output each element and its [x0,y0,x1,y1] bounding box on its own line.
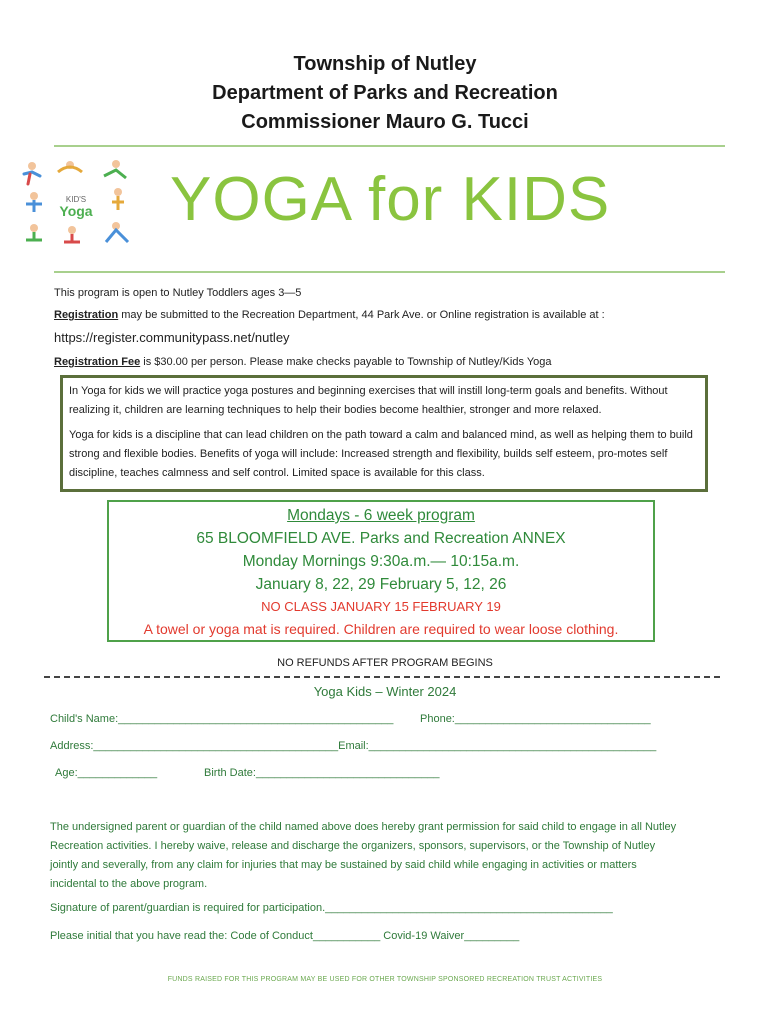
waiver-text: The undersigned parent or guardian of the child named above does hereby grant permission for said child to engage in all Nutley Recreation activities. I hereby waive, release and discharge the organizers, sponsors, supervisors, or the Township of Nutley jointly and severally, from any claim for injuries that may be sustained by said child while engaging in activities or matters incidental to the above program. [50,821,677,890]
form-title: Yoga Kids – Winter 2024 [313,684,457,699]
registration-url[interactable]: https://register.communitypass.net/nutley [54,330,290,345]
fee-text: is $30.00 per person. Please make checks payable to Township of Nutley/Kids Yoga [140,356,552,368]
header-department: Department of Parks and Recreation [212,82,558,104]
fee-label: Registration Fee [54,356,141,368]
description-para-2: Yoga for kids is a discipline that can lead children on the path toward a calm and balanced mind, as well as helping them to build strong and flexible bodies. Benefits of yoga will include: Increased strength and flexibility, builds self esteem, pro-motes self discipline, teaches calmness and self control. Limited space is available for this class. [69,429,693,479]
registration-text: may be submitted to the Recreation Department, 44 Park Ave. or Online registration is available at : [118,309,605,321]
svg-text:KID'S: KID'S [65,195,87,204]
schedule-location: 65 BLOOMFIELD AVE. Parks and Recreation ANNEX [196,530,566,547]
figure-3 [104,160,126,178]
description-para-1: In Yoga for kids we will practice yoga postures and beginning exercises that will instill long-term goals and benefits. Without realizing it, children are learning techniques to help their bodies become healthier, stronger and more relaxed. [69,385,668,416]
figure-4 [26,192,42,212]
cut-line [44,676,720,678]
footer-note: FUNDS RAISED FOR THIS PROGRAM MAY BE USED FOR OTHER TOWNSHIP SPONSORED RECREATION TRUST ACTIVITIES [167,976,603,983]
kids-yoga-logo [20,158,132,248]
header-commissioner: Commissioner Mauro G. Tucci [241,111,529,133]
schedule-no-class: NO CLASS JANUARY 15 FEBRUARY 19 [261,599,501,614]
signature-field[interactable]: Signature of parent/guardian is required for participation._______________________________________________ [50,902,613,914]
header-township: Township of Nutley [293,53,477,75]
schedule-time: Monday Mornings 9:30a.m.— 10:15a.m. [242,553,520,570]
figure-1 [24,162,40,184]
schedule-dates: January 8, 22, 29 February 5, 12, 26 [255,576,507,593]
figure-8 [106,222,128,242]
page-title: YOGA for KIDS [170,165,611,234]
figure-7 [64,226,80,242]
title-divider [54,271,725,273]
svg-text:Yoga: Yoga [59,203,93,219]
age-field[interactable]: Age:_____________ [55,767,158,779]
description-box [60,375,708,492]
figure-2 [58,161,82,172]
intro-ages: This program is open to Nutley Toddlers ages 3—5 [54,287,302,299]
birth-date-field[interactable]: Birth Date:______________________________ [204,767,440,779]
schedule-program: Mondays - 6 week program [287,507,475,524]
schedule-note: A towel or yoga mat is required. Children are required to wear loose clothing. [143,621,619,637]
figure-5 [112,188,124,210]
child-name-field[interactable]: Child's Name:_____________________________________________ [50,713,394,725]
intro-registration [54,309,605,321]
address-email-field[interactable]: Address:________________________________________Email:_______________________________________________ [50,740,657,752]
phone-field[interactable]: Phone:________________________________ [420,713,651,725]
schedule-box [107,500,655,642]
no-refunds-notice: NO REFUNDS AFTER PROGRAM BEGINS [277,657,493,669]
top-divider [54,145,725,147]
figure-6 [26,224,42,240]
header [0,50,770,137]
intro-fee [54,356,552,368]
initial-field[interactable]: Please initial that you have read the: Code of Conduct___________ Covid-19 Waiver_________ [50,930,520,942]
registration-label: Registration [54,309,119,321]
